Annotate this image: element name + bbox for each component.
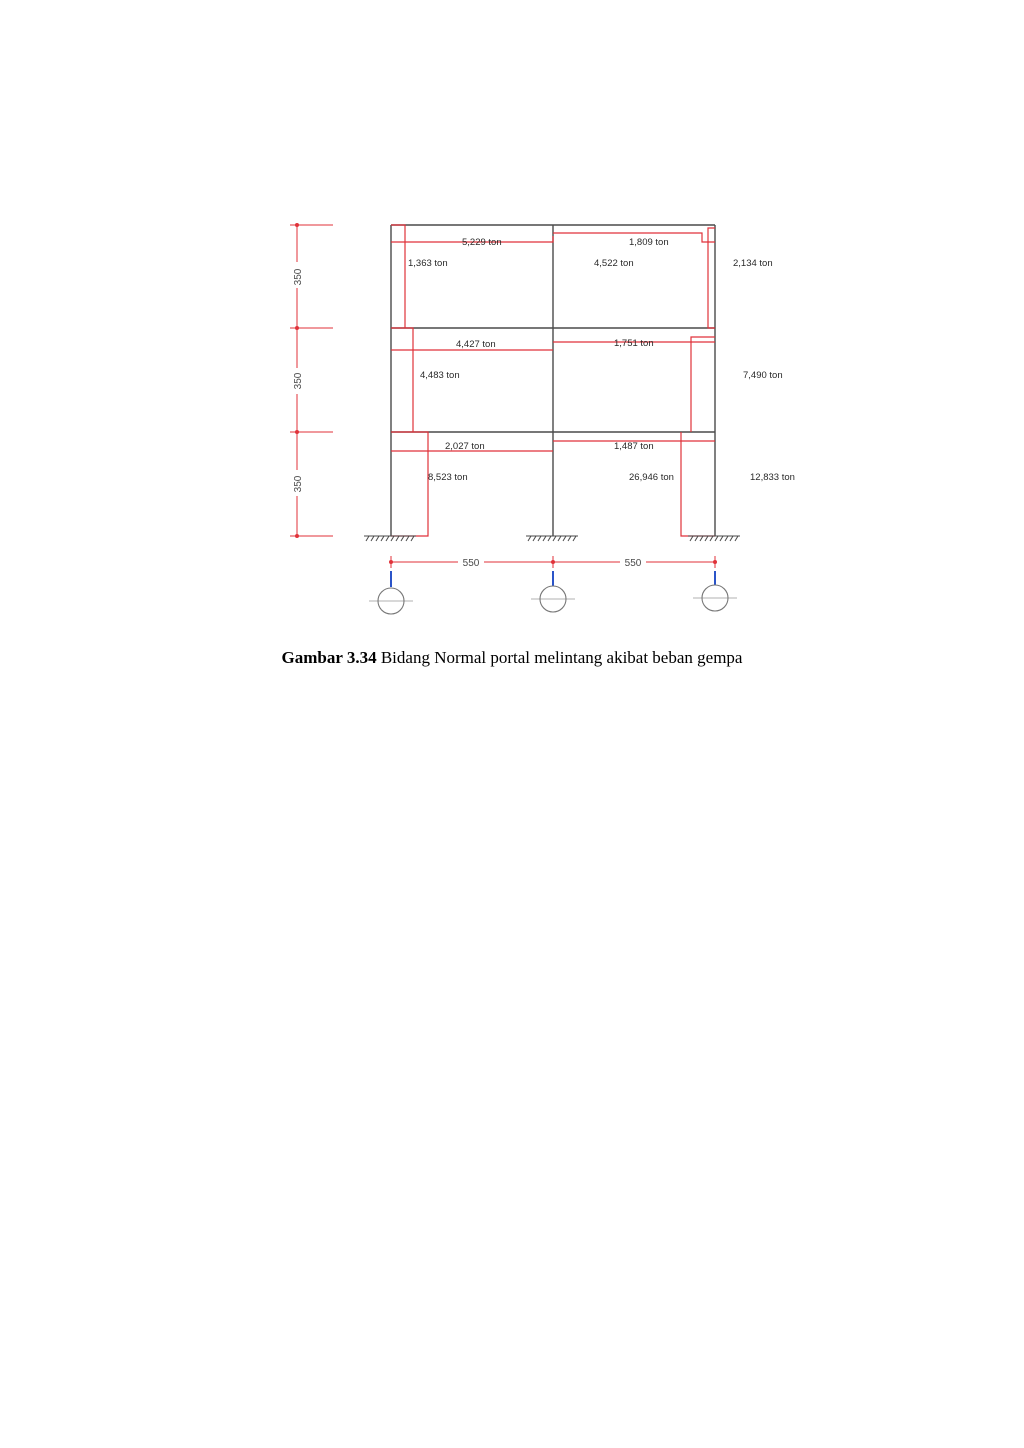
figure-caption xyxy=(0,648,1024,668)
force-col-3-right xyxy=(708,228,715,328)
label-beam-1-left: 2,027 ton xyxy=(445,441,485,452)
label-beam-2-right: 1,751 ton xyxy=(614,338,654,349)
label-roof-beam-right: 1,809 ton xyxy=(629,237,669,248)
label-roof-beam-left: 5,229 ton xyxy=(462,237,502,248)
bay-width-2: 550 xyxy=(624,558,642,569)
label-col-2-right: 7,490 ton xyxy=(743,370,783,381)
force-col-1-right xyxy=(681,432,715,536)
bay-width-1: 550 xyxy=(462,558,480,569)
label-col-3-left: 1,363 ton xyxy=(408,258,448,269)
storey-height-2: 350 xyxy=(293,372,304,390)
label-col-1-left: 8,523 ton xyxy=(428,472,468,483)
horizontal-dimensions xyxy=(389,555,717,569)
grid-axes xyxy=(369,571,737,614)
label-col-2-left: 4,483 ton xyxy=(420,370,460,381)
force-labels xyxy=(408,237,795,483)
grid-axis-2 xyxy=(531,571,575,612)
support-1 xyxy=(364,536,416,541)
support-3 xyxy=(688,536,740,541)
label-col-3-mid: 4,522 ton xyxy=(594,258,634,269)
grid-axis-1 xyxy=(369,571,413,614)
figure-caption-label: Gambar 3.34 xyxy=(281,648,377,667)
force-col-2-right xyxy=(691,337,715,432)
label-beam-2-left: 4,427 ton xyxy=(456,339,496,350)
grid-axis-3 xyxy=(693,571,737,611)
storey-height-1: 350 xyxy=(293,475,304,493)
force-col-2-left xyxy=(391,328,413,432)
figure-caption-text: Bidang Normal portal melintang akibat beban gempa xyxy=(380,648,743,667)
vertical-dimensions xyxy=(290,223,333,538)
supports xyxy=(364,536,740,541)
label-beam-1-right: 1,487 ton xyxy=(614,441,654,452)
storey-height-3: 350 xyxy=(293,268,304,286)
force-col-1-left xyxy=(391,432,428,536)
force-col-3-left xyxy=(391,225,405,328)
support-2 xyxy=(526,536,578,541)
label-col-1-right: 12,833 ton xyxy=(750,472,795,483)
label-col-3-right: 2,134 ton xyxy=(733,258,773,269)
label-col-1-mid: 26,946 ton xyxy=(629,472,674,483)
